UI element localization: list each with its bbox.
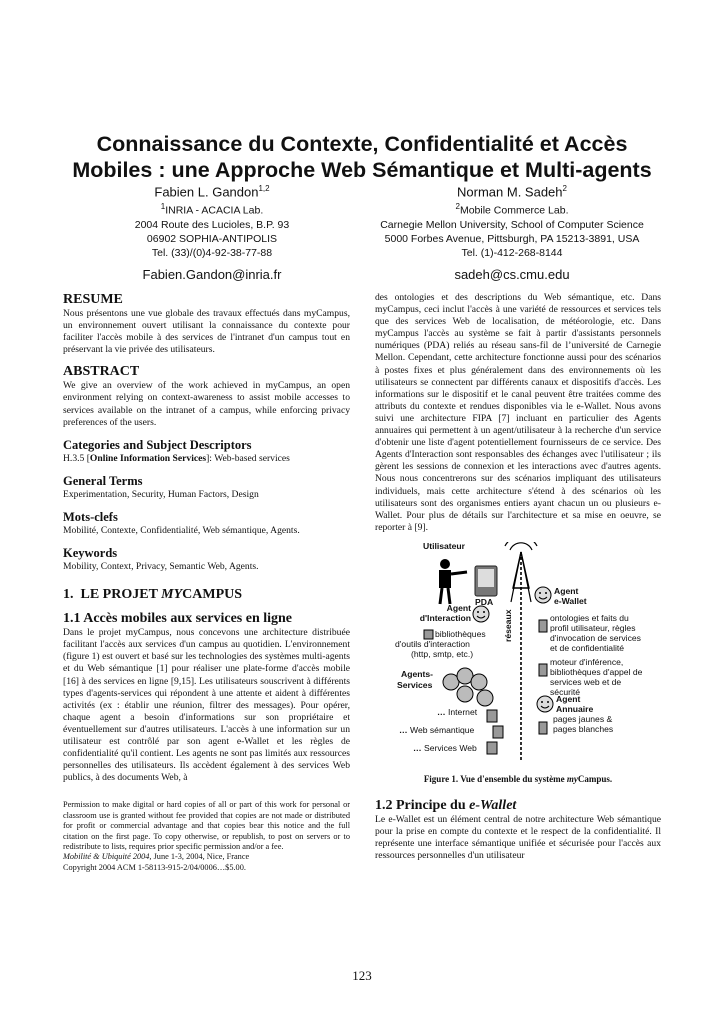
label-agents-services-2: Services (397, 679, 433, 690)
author-tel: Tel. (33)/(0)4-92-38-77-88 (151, 246, 273, 259)
smiley-annuaire-icon (537, 696, 553, 712)
author-lab: Mobile Commerce Lab. (459, 204, 569, 217)
server-icon-1 (487, 710, 497, 722)
author-name: Fabien L. Gandon (154, 184, 259, 200)
author-name: Norman M. Sadeh (457, 184, 563, 200)
right-intro-text: des ontologies et des descriptions du Web sémantique, etc. Dans myCampus, ceci inclut l'accès à une variété de ressources et services tels que des services Web de localisation, de météorologie, etc. Dans myCampus l'accès au système se fait à partir d'assistants personnels numériques (PDA) reliés au réseau sans-fil de l’université de Carnegie Mellon. Cependant, cette architecture fonctionne aussi pour des scénarios à postes fixes et plus généralement dans des environnements où les utilisateurs se connectent par différents canaux et dispositifs d'accès. Les informations sur le dispositif et le canal peuvent être traitées comme des attributs du contexte et rendues disponibles via le e-Wallet. Nous avons suivi une architecture FIPA [7] incluant en particulier des Agents annuaires qui permettent à un agent/utilisateur à la recherche d'un service d'obtenir une liste d'agent potentiellement fournisseurs de ce service. Des Agents d'Interaction sont responsables des échanges avec l'utilisateur ; ils gèrent les sessions de connexion et les interactions avec d'autres agents. Nous nous concentrerons sur des scénarios impliquant des utilisateurs individuels, mais cette architecture s'étend à des scénarios où les utilisateurs sont des organismes entiers ayant chacun un ou plusieurs e-Wallet. Pour plus de détails sur l'architecture et sa mise en oeuvre, se reporter à [9]. (375, 292, 661, 533)
label-utilisateur: Utilisateur (423, 540, 466, 551)
section-1-2-text: Le e-Wallet est un élément central de notre architecture Web sémantique pour la prise en compte du contexte et le respect de la confidentialité. Il représente une interface sémantique unifiée et sécurisée pour l'accès aux ressources personnelles d'un utilisateur (375, 813, 661, 862)
author-address-1: Carnegie Mellon University, School of Computer Science (380, 218, 644, 231)
section-1-1-heading: 1.1 Accès mobiles aux services en ligne (63, 611, 293, 627)
label-agent-interaction-1: Agent (446, 602, 471, 613)
pda-icon (475, 566, 497, 596)
author-address-2: 06902 SOPHIA-ANTIPOLIS (146, 232, 278, 245)
label-agent-ewallet-2: e-Wallet (554, 595, 587, 606)
label-onto-4: et de confidentialité (550, 642, 625, 653)
label-moteur-2: bibliothèques d'appel de (550, 666, 643, 677)
permission-block (63, 800, 350, 873)
label-agent-annuaire-1: Agent (556, 693, 581, 704)
figure-1 (375, 542, 661, 772)
label-services-web: … Services Web (413, 742, 477, 753)
smiley-ewallet-icon (535, 587, 551, 603)
general-terms-text: Experimentation, Security, Human Factors, Design (63, 488, 259, 500)
keywords-heading: Keywords (63, 546, 118, 561)
section-1-1-text: Dans le projet myCampus, nous concevons une architecture distribuée facilitant l'accès aux services d'un campus au quotidien. L'environnement (figure 1) est ouvert et basé sur les technologies des systèmes multi-agents et du Web sémantique [1] pour réaliser une plate-forme d'accès mobile [16] à des services en ligne [9,15]. Les utilisateurs souscrivent à différents types d'agents-services qui répondent à une attente et aident à différentes activités (ex : établir une réunion, filtrer des messages). Pour opérer, chaque agent a besoin d'informations sur son propriétaire et éventuellement sur d'autres utilisateurs. L'accès à une information sur un utilisateur est contrôlé par son agent e-Wallet et les règles de confidentialité qu'il contient. Les agents ne sont pas limités aux ressources personnelles des utilisateurs. Ils accèdent également à des services Web publics, à des documents Web, à (63, 627, 350, 784)
right-column (375, 292, 661, 862)
mots-clefs-text: Mobilité, Contexte, Confidentialité, Web sémantique, Agents. (63, 524, 300, 536)
aff-sup: 1 (160, 202, 166, 212)
label-reseaux: réseaux (503, 609, 513, 642)
title-line-1: Connaissance du Contexte, Confidentialité et Accès (96, 132, 628, 156)
permission-text: Permission to make digital or hard copies of all or part of this work for personal or classroom use is granted without fee provided that copies are not made or distributed for profit or commercial advantage and that copies bear this notice and the full citation on the first page. To copy otherwise, or republish, to post on servers or to redistribute to lists, requires prior specific permission and/or a fee. (63, 800, 350, 851)
database-icon-3 (539, 722, 547, 734)
figure-caption: Figure 1. Vue d'ensemble du système myCampus. (423, 773, 613, 784)
server-icon-3 (487, 742, 497, 754)
title-line-2: Mobiles : une Approche Web Sémantique et Multi-agents (72, 158, 652, 182)
author-email[interactable]: Fabien.Gandon@inria.fr (142, 266, 282, 282)
label-bib-1: bibliothèques (435, 628, 486, 639)
label-moteur-1: moteur d'inférence, (550, 656, 624, 667)
label-agent-annuaire-2: Annuaire (556, 703, 594, 714)
database-icon-2 (539, 664, 547, 676)
label-bib-2: d'outils d'interaction (395, 638, 470, 649)
page-number: 123 (352, 968, 372, 983)
resume-text: Nous présentons une vue globale des travaux effectués dans myCampus, un environnement ouvert utilisant la connaissance du contexte pour faciliter l'accès mobile à des services de l'intranet d'un campus tout en préservant la vie privée des utilisateurs. (63, 308, 350, 356)
label-agent-ewallet-1: Agent (554, 585, 579, 596)
author-address-1: 2004 Route des Lucioles, B.P. 93 (134, 218, 290, 231)
label-agent-interaction-2: d'Interaction (419, 612, 471, 623)
label-onto-1: ontologies et faits du (550, 612, 629, 623)
label-agents-services-1: Agents- (401, 668, 433, 679)
author-sup: 2 (562, 184, 567, 193)
abstract-heading: ABSTRACT (63, 364, 140, 380)
general-terms-heading: General Terms (63, 473, 143, 488)
label-onto-2: profil utilisateur, règles (550, 622, 636, 633)
label-onto-3: d'invocation de services (550, 632, 641, 643)
label-pda: PDA (475, 596, 494, 607)
author-tel: Tel. (1)-412-268-8144 (461, 246, 563, 259)
author-email[interactable]: sadeh@cs.cmu.edu (454, 266, 570, 282)
label-bib-3: (http, smtp, etc.) (411, 648, 474, 659)
conference-line: Mobilité & Ubiquité 2004, June 1-3, 2004, Nice, France (63, 852, 250, 862)
author-block-1 (62, 180, 362, 283)
paper-title (40, 131, 684, 183)
server-icon-2 (493, 726, 503, 738)
resume-heading: RESUME (63, 292, 123, 307)
agents-services-group-icon (443, 668, 493, 706)
label-internet: … Internet (437, 706, 478, 717)
section-1-heading: 1. LE PROJET MYCAMPUS (63, 587, 243, 603)
keywords-text: Mobility, Context, Privacy, Semantic Web, Agents. (63, 561, 259, 573)
label-web-semantique: … Web sémantique (399, 724, 475, 735)
categories-heading: Categories and Subject Descriptors (63, 437, 252, 452)
antenna-icon (505, 542, 537, 762)
author-address-2: 5000 Forbes Avenue, Pittsburgh, PA 15213-3891, USA (384, 232, 640, 245)
label-pages-2: pages blanches (553, 723, 614, 734)
label-moteur-4: sécurité (550, 686, 581, 697)
mots-clefs-heading: Mots-clefs (63, 509, 118, 524)
section-1-2-heading: 1.2 Principe du e-Wallet (375, 797, 517, 813)
author-sup: 1,2 (258, 184, 270, 193)
smiley-interaction-icon (473, 606, 489, 622)
copyright-line: Copyright 2004 ACM 1-58113-915-2/04/0006…$5.00. (63, 862, 246, 872)
abstract-text: We give an overview of the work achieved in myCampus, an open environment relying on context-awareness to assist mobile accesses to services available on the intranet of a campus, while enforcing privacy preferences of the users. (63, 380, 350, 428)
database-icon-1 (539, 620, 547, 632)
aff-sup: 2 (455, 202, 460, 212)
left-column (63, 292, 350, 873)
label-moteur-3: services web et de (550, 676, 622, 687)
label-pages-1: pages jaunes & (553, 713, 613, 724)
gear-icon-1 (424, 630, 433, 639)
author-block-2 (362, 180, 662, 283)
author-lab: INRIA - ACACIA Lab. (165, 204, 264, 217)
user-icon (439, 559, 467, 604)
categories-text: H.3.5 [Online Information Services]: Web-based services (63, 452, 290, 464)
